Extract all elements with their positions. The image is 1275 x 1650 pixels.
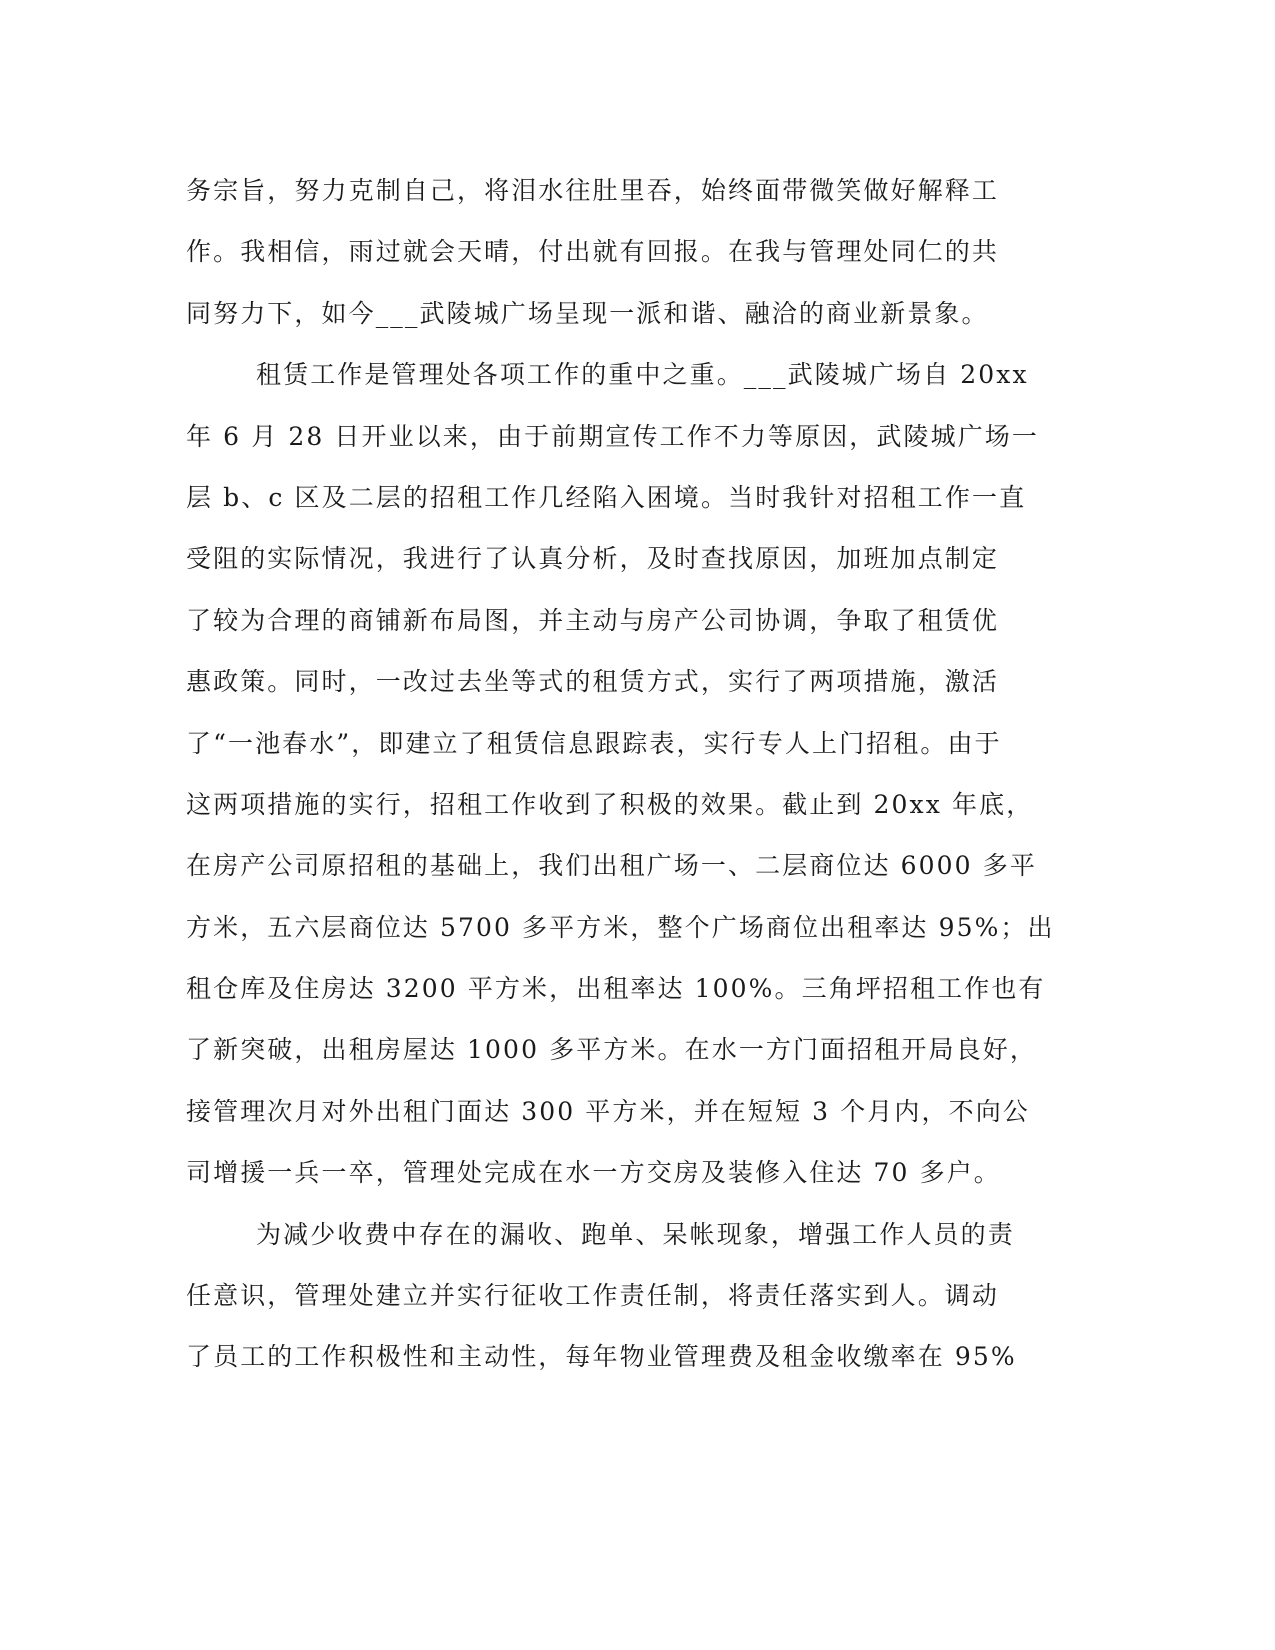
text-line: 务宗旨，努力克制自己，将泪水往肚里吞，始终面带微笑做好解释工	[186, 176, 1000, 205]
text-line: 了较为合理的商铺新布局图，并主动与房产公司协调，争取了租赁优	[186, 605, 1000, 635]
text-line: 租仓库及住房达 3200 平方米，出租率达 100%。三角坪招租工作也有	[186, 974, 1046, 1004]
paragraph-start-line: 租赁工作是管理处各项工作的重中之重。___武陵城广场自 20xx	[256, 360, 1029, 390]
text-line: 司增援一兵一卒，管理处完成在水一方交房及装修入住达 70 多户。	[186, 1158, 1001, 1188]
text-line: 作。我相信，雨过就会天晴，付出就有回报。在我与管理处同仁的共	[186, 237, 1000, 267]
text-line: 方米，五六层商位达 5700 多平方米，整个广场商位出租率达 95%；出	[186, 912, 1055, 942]
text-line: 任意识，管理处建立并实行征收工作责任制，将责任落实到人。调动	[186, 1281, 1000, 1311]
body-text	[186, 160, 1066, 1388]
text-line: 了“一池春水”，即建立了租赁信息跟踪表，实行专人上门招租。由于	[186, 728, 1002, 758]
paragraph-start-line: 为减少收费中存在的漏收、跑单、呆帐现象，增强工作人员的责	[256, 1219, 1015, 1249]
text-line: 受阻的实际情况，我进行了认真分析，及时查找原因，加班加点制定	[186, 544, 1000, 574]
text-line: 在房产公司原招租的基础上，我们出租广场一、二层商位达 6000 多平	[186, 851, 1037, 881]
text-line: 惠政策。同时，一改过去坐等式的租赁方式，实行了两项措施，激活	[186, 667, 1000, 697]
text-line: 这两项措施的实行，招租工作收到了积极的效果。截止到 20xx 年底，	[186, 789, 1034, 819]
text-line: 同努力下，如今___武陵城广场呈现一派和谐、融洽的商业新景象。	[186, 298, 989, 328]
text-line: 年 6 月 28 日开业以来，由于前期宣传工作不力等原因，武陵城广场一	[186, 421, 1040, 451]
text-line: 了新突破，出租房屋达 1000 多平方米。在水一方门面招租开局良好，	[186, 1035, 1037, 1065]
text-line: 层 b、c 区及二层的招租工作几经陷入困境。当时我针对招租工作一直	[186, 482, 1027, 512]
text-line: 了员工的工作积极性和主动性，每年物业管理费及租金收缴率在 95%	[186, 1342, 1017, 1372]
text-line: 接管理次月对外出租门面达 300 平方米，并在短短 3 个月内，不向公	[186, 1096, 1030, 1126]
